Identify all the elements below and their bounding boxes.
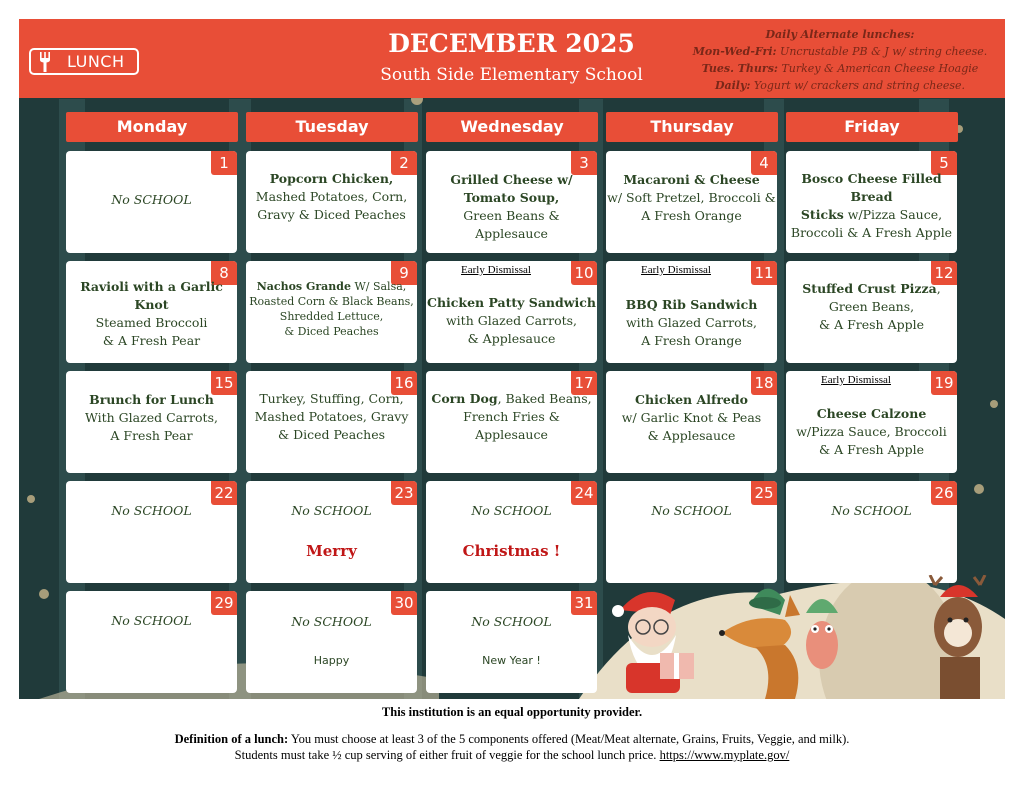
day-number: 31 — [571, 591, 597, 615]
day-number: 11 — [751, 261, 777, 285]
holiday-greeting: Merry — [306, 542, 357, 560]
menu-text: Corn Dog, Baked Beans, French Fries & Applesauce — [431, 391, 592, 442]
logo-label: LUNCH — [67, 52, 125, 71]
calendar-day-26 — [786, 481, 957, 583]
alternates-heading: Daily Alternate lunches: — [765, 28, 915, 41]
menu-text: Chicken Patty Sandwich with Glazed Carrots, & Applesauce — [427, 295, 596, 346]
menu-text: No SCHOOL — [471, 503, 552, 518]
day-header-friday: Friday — [786, 112, 958, 142]
calendar-day-29 — [66, 591, 237, 693]
page-title: DECEMBER 2025 — [388, 29, 635, 58]
calendar-day-24 — [426, 481, 597, 583]
menu-text: Cheese Calzone w/Pizza Sauce, Broccoli & A Fresh Apple — [796, 406, 947, 457]
alternate-tt: Tues. Thurs: Turkey & American Cheese Hoagie — [701, 62, 979, 75]
menu-text: Macaroni & Cheese w/ Soft Pretzel, Broccoli & A Fresh Orange — [607, 172, 776, 223]
menu-text: Popcorn Chicken, Mashed Potatoes, Corn, Gravy & Diced Peaches — [255, 171, 408, 222]
day-number: 17 — [571, 371, 597, 395]
day-header-thursday: Thursday — [606, 112, 778, 142]
myplate-link[interactable]: https://www.myplate.gov/ — [659, 748, 790, 762]
menu-text: Ravioli with a Garlic Knot Steamed Broccoli & A Fresh Pear — [80, 279, 223, 348]
day-number: 29 — [211, 591, 237, 615]
calendar-day-1 — [66, 151, 237, 253]
menu-text: Turkey, Stuffing, Corn, Mashed Potatoes, Gravy & Diced Peaches — [254, 391, 409, 442]
calendar-day-19 — [786, 371, 957, 473]
calendar-day-23 — [246, 481, 417, 583]
holiday-characters-illustration — [600, 575, 1005, 699]
santa-illustration — [612, 592, 694, 693]
day-number: 12 — [931, 261, 957, 285]
alternate-mwf: Mon-Wed-Fri: Uncrustable PB & J w/ string cheese. — [692, 45, 988, 58]
deer-illustration — [930, 575, 985, 699]
calendar-day-10 — [426, 261, 597, 363]
lunch-definition: Definition of a lunch: You must choose at least 3 of the 5 components offered (Meat/Meat alternate, Grains, Fruits, Veggie, and milk). — [174, 732, 850, 746]
day-number: 16 — [391, 371, 417, 395]
day-number: 9 — [391, 261, 417, 285]
calendar-day-16 — [246, 371, 417, 473]
menu-text: No SCHOOL — [111, 503, 192, 518]
menu-text: Bosco Cheese Filled Bread Sticks w/Pizza Sauce, Broccoli & A Fresh Apple — [790, 171, 953, 240]
lunch-requirement: Students must take ½ cup serving of either fruit of veggie for the school lunch price. https://www.myplate.gov/ — [234, 748, 790, 762]
menu-text: No SCHOOL — [291, 614, 372, 629]
menu-text: Nachos Grande W/ Salsa, Roasted Corn & Black Beans, Shredded Lettuce, & Diced Peaches — [249, 280, 414, 338]
day-number: 26 — [931, 481, 957, 505]
day-number: 22 — [211, 481, 237, 505]
calendar-day-12 — [786, 261, 957, 363]
menu-text: Stuffed Crust Pizza, Green Beans, & A Fresh Apple — [802, 281, 941, 332]
menu-text: No SCHOOL — [111, 613, 192, 628]
day-number: 8 — [211, 261, 237, 285]
day-header-tuesday: Tuesday — [246, 112, 418, 142]
day-number: 24 — [571, 481, 597, 505]
menu-text: No SCHOOL — [111, 192, 192, 207]
calendar-day-25 — [606, 481, 777, 583]
day-number: 10 — [571, 261, 597, 285]
calendar-day-18 — [606, 371, 777, 473]
alternate-daily: Daily: Yogurt w/ crackers and string cheese. — [714, 79, 966, 92]
calendar-day-17 — [426, 371, 597, 473]
day-number: 19 — [931, 371, 957, 395]
holiday-note: Happy — [313, 654, 350, 667]
holiday-greeting: Christmas ! — [462, 542, 561, 560]
fork-icon — [39, 52, 51, 72]
day-number: 1 — [211, 151, 237, 175]
calendar-day-31 — [426, 591, 597, 693]
calendar-day-30 — [246, 591, 417, 693]
menu-text: Chicken Alfredo w/ Garlic Knot & Peas & Applesauce — [621, 392, 762, 443]
menu-text: BBQ Rib Sandwich with Glazed Carrots, A Fresh Orange — [625, 297, 758, 348]
menu-text: No SCHOOL — [651, 503, 732, 518]
day-header-wednesday: Wednesday — [426, 112, 598, 142]
early-dismissal-label: Early Dismissal — [461, 264, 531, 276]
school-name: South Side Elementary School — [380, 65, 643, 85]
calendar-day-3 — [426, 151, 597, 253]
calendar-day-11 — [606, 261, 777, 363]
page-header — [19, 19, 1005, 98]
calendar-day-9 — [246, 261, 417, 363]
daily-alternates — [679, 26, 1001, 94]
day-number: 30 — [391, 591, 417, 615]
calendar-day-22 — [66, 481, 237, 583]
day-number: 25 — [751, 481, 777, 505]
day-number: 15 — [211, 371, 237, 395]
fox-illustration — [719, 589, 800, 699]
early-dismissal-label: Early Dismissal — [641, 264, 711, 276]
day-number: 2 — [391, 151, 417, 175]
day-header-monday: Monday — [66, 112, 238, 142]
day-number: 23 — [391, 481, 417, 505]
menu-text: No SCHOOL — [831, 503, 912, 518]
owl-illustration — [806, 599, 838, 669]
menu-text: Grilled Cheese w/ Tomato Soup, Green Beans & Applesauce — [450, 172, 573, 241]
calendar-day-4 — [606, 151, 777, 253]
calendar-day-15 — [66, 371, 237, 473]
day-number: 18 — [751, 371, 777, 395]
menu-text: Brunch for Lunch With Glazed Carrots, A Fresh Pear — [85, 392, 218, 443]
day-number: 4 — [751, 151, 777, 175]
calendar-day-8 — [66, 261, 237, 363]
equal-opportunity-statement: This institution is an equal opportunity provider. — [381, 705, 643, 719]
holiday-note: New Year ! — [482, 654, 541, 667]
day-number: 5 — [931, 151, 957, 175]
early-dismissal-label: Early Dismissal — [821, 374, 891, 386]
calendar-day-5 — [786, 151, 957, 253]
menu-text: No SCHOOL — [291, 503, 372, 518]
day-number: 3 — [571, 151, 597, 175]
menu-text: No SCHOOL — [471, 614, 552, 629]
calendar-day-2 — [246, 151, 417, 253]
lunch-logo — [29, 48, 139, 75]
